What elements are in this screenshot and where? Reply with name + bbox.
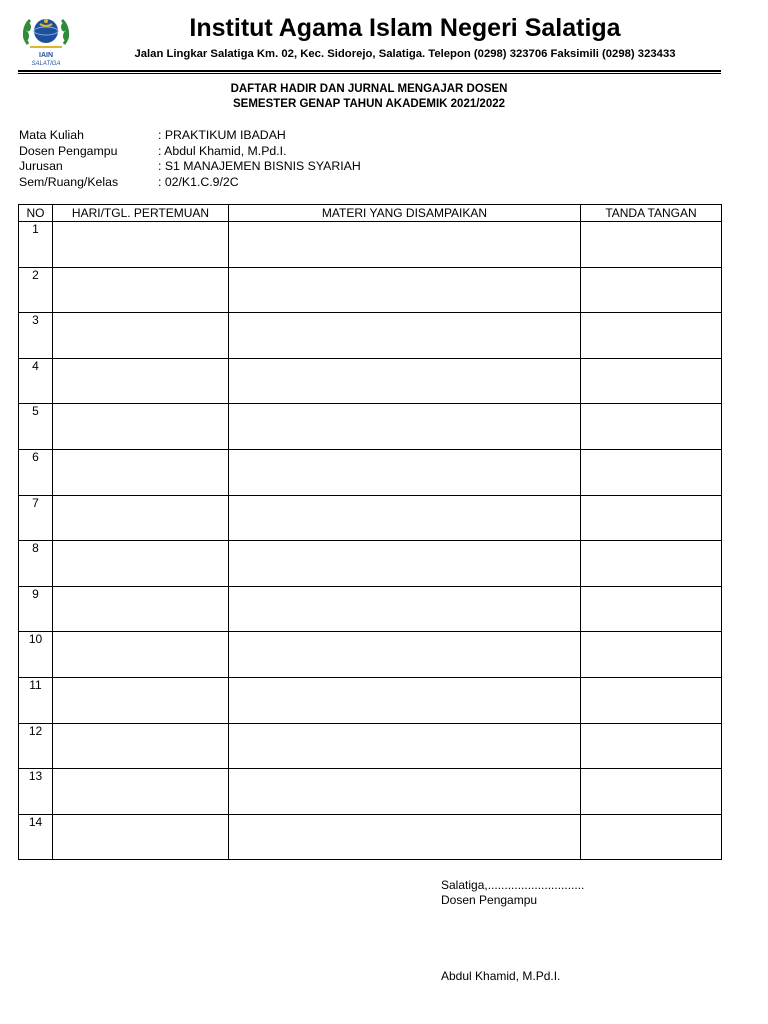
material-cell (229, 541, 581, 587)
row-number: 14 (19, 814, 53, 860)
row-number: 5 (19, 404, 53, 450)
table-row (19, 267, 722, 313)
material-cell (229, 586, 581, 632)
table-row (19, 358, 722, 404)
svg-text:IAIN: IAIN (39, 52, 53, 59)
table-row (19, 313, 722, 359)
attendance-journal-table (18, 204, 722, 860)
header-divider-thin (18, 73, 721, 74)
info-value: : Abdul Khamid, M.Pd.I. (158, 143, 287, 158)
date-cell (53, 723, 229, 769)
material-cell (229, 449, 581, 495)
material-cell (229, 677, 581, 723)
table-row (19, 586, 722, 632)
table-row (19, 404, 722, 450)
table-row (19, 449, 722, 495)
signature-cell (581, 769, 722, 815)
table-row (19, 541, 722, 587)
table-header-row (19, 205, 722, 222)
info-label: Jurusan (19, 159, 63, 173)
row-number: 6 (19, 449, 53, 495)
row-number: 4 (19, 358, 53, 404)
info-value: : 02/K1.C.9/2C (158, 174, 239, 189)
row-number: 11 (19, 677, 53, 723)
info-value: : PRAKTIKUM IBADAH (158, 128, 286, 142)
material-cell (229, 723, 581, 769)
row-number: 10 (19, 632, 53, 678)
row-number: 1 (19, 222, 53, 268)
date-cell (53, 222, 229, 268)
material-cell (229, 632, 581, 678)
signature-cell (581, 267, 722, 313)
row-number: 12 (19, 723, 53, 769)
row-number: 13 (19, 769, 53, 815)
column-header-date: HARI/TGL. PERTEMUAN (53, 205, 229, 222)
date-cell (53, 632, 229, 678)
material-cell (229, 267, 581, 313)
row-number: 2 (19, 267, 53, 313)
course-info (19, 128, 361, 190)
info-label: Dosen Pengampu (19, 143, 118, 158)
date-cell (53, 404, 229, 450)
date-cell (53, 495, 229, 541)
row-number: 3 (19, 313, 53, 359)
date-cell (53, 814, 229, 860)
signature-cell (581, 586, 722, 632)
signature-cell (581, 222, 722, 268)
table-row (19, 222, 722, 268)
date-cell (53, 358, 229, 404)
date-cell (53, 449, 229, 495)
table-body (19, 222, 722, 860)
table-row (19, 814, 722, 860)
info-row-department (19, 159, 361, 175)
material-cell (229, 358, 581, 404)
signature-place-date: Salatiga,............................. (441, 878, 585, 892)
institution-name: Institut Agama Islam Negeri Salatiga (189, 14, 621, 42)
table-row (19, 769, 722, 815)
material-cell (229, 222, 581, 268)
signature-cell (581, 723, 722, 769)
table-row (19, 495, 722, 541)
signature-cell (581, 632, 722, 678)
info-row-lecturer (19, 144, 361, 160)
date-cell (53, 677, 229, 723)
column-header-signature: TANDA TANGAN (581, 205, 722, 222)
date-cell (53, 586, 229, 632)
signature-cell (581, 541, 722, 587)
column-header-no: NO (19, 205, 53, 222)
info-label: Sem/Ruang/Kelas (19, 174, 119, 189)
date-cell (53, 313, 229, 359)
column-header-material: MATERI YANG DISAMPAIKAN (229, 205, 581, 222)
date-cell (53, 541, 229, 587)
signature-cell (581, 358, 722, 404)
signature-cell (581, 313, 722, 359)
signature-cell (581, 449, 722, 495)
table-row (19, 677, 722, 723)
table-row (19, 723, 722, 769)
signature-role: Dosen Pengampu (441, 893, 538, 907)
signature-name: Abdul Khamid, M.Pd.I. (441, 969, 561, 983)
letterhead (0, 0, 768, 74)
date-cell (53, 267, 229, 313)
iain-salatiga-logo (18, 14, 74, 68)
svg-text:SALATIGA: SALATIGA (31, 61, 61, 67)
signature-cell (581, 404, 722, 450)
row-number: 9 (19, 586, 53, 632)
signature-cell (581, 677, 722, 723)
info-value: : S1 MANAJEMEN BISNIS SYARIAH (158, 159, 361, 173)
table-row (19, 632, 722, 678)
document-title: DAFTAR HADIR DAN JURNAL MENGAJAR DOSEN (230, 83, 508, 95)
document-subtitle: SEMESTER GENAP TAHUN AKADEMIK 2021/2022 (232, 98, 506, 110)
signature-cell (581, 814, 722, 860)
row-number: 7 (19, 495, 53, 541)
institution-address: Jalan Lingkar Salatiga Km. 02, Kec. Sidorejo, Salatiga. Telepon (0298) 323706 Faksimili (0298) 323433 (134, 48, 676, 60)
signature-cell (581, 495, 722, 541)
header-divider (18, 70, 721, 72)
info-label: Mata Kuliah (19, 128, 84, 142)
row-number: 8 (19, 541, 53, 587)
material-cell (229, 404, 581, 450)
material-cell (229, 814, 581, 860)
info-row-class (19, 175, 361, 191)
material-cell (229, 495, 581, 541)
date-cell (53, 769, 229, 815)
material-cell (229, 769, 581, 815)
material-cell (229, 313, 581, 359)
info-row-course (19, 128, 361, 144)
